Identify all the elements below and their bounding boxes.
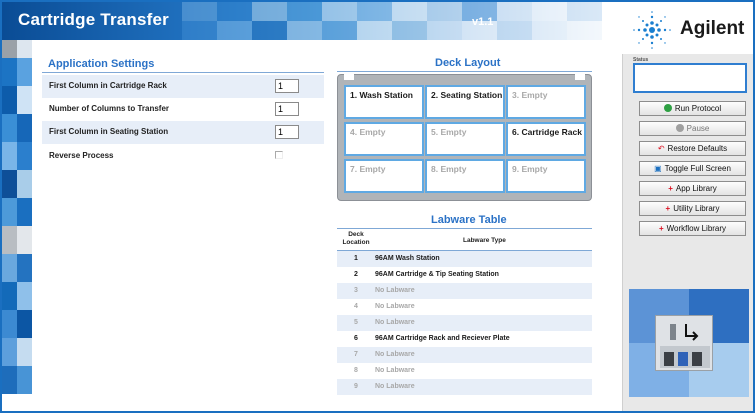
header-tile-decoration xyxy=(182,2,602,40)
setting-label: First Column in Seating Station xyxy=(49,127,169,136)
run-protocol-button[interactable] xyxy=(639,101,746,116)
utility-library-button[interactable] xyxy=(639,201,746,216)
row-labware-type: 96AM Cartridge & Tip Seating Station xyxy=(375,271,499,278)
row-labware-type: No Labware xyxy=(375,367,415,374)
app-title: Cartridge Transfer xyxy=(18,10,169,29)
version-label: v1.1 xyxy=(472,16,494,28)
deck-position-label: 6. Cartridge Rack xyxy=(512,127,582,137)
deck-notch xyxy=(344,74,354,80)
table-row[interactable] xyxy=(337,347,592,363)
setting-row-first-column-rack xyxy=(42,75,324,98)
row-labware-type: 96AM Wash Station xyxy=(375,255,440,262)
row-labware-type: No Labware xyxy=(375,383,415,390)
table-row[interactable] xyxy=(337,283,592,299)
deck-position-label: 7. Empty xyxy=(350,164,386,174)
row-labware-type: 96AM Cartridge Rack and Reciever Plate xyxy=(375,335,510,342)
row-location: 8 xyxy=(354,367,358,374)
row-labware-type: No Labware xyxy=(375,287,415,294)
reverse-process-checkbox[interactable] xyxy=(275,151,283,159)
row-labware-type: No Labware xyxy=(375,351,415,358)
workflow-library-button[interactable] xyxy=(639,221,746,236)
deck-position-label: 1. Wash Station xyxy=(350,90,413,100)
deck-position-6[interactable] xyxy=(506,122,586,156)
row-location: 7 xyxy=(354,351,358,358)
button-label: Utility Library xyxy=(673,204,720,213)
row-location: 5 xyxy=(354,319,358,326)
deck-position-8[interactable] xyxy=(425,159,505,193)
button-label: Toggle Full Screen xyxy=(664,164,731,173)
deck-position-label: 9. Empty xyxy=(512,164,548,174)
row-labware-type: No Labware xyxy=(375,303,415,310)
table-row[interactable] xyxy=(337,267,592,283)
row-labware-type: No Labware xyxy=(375,319,415,326)
table-row[interactable] xyxy=(337,251,592,267)
toggle-full-screen-button[interactable] xyxy=(639,161,746,176)
setting-label: Reverse Process xyxy=(49,151,114,160)
button-label: Run Protocol xyxy=(674,104,722,113)
column-header-type: Labware Type xyxy=(463,237,506,244)
brand-name: Agilent xyxy=(680,18,745,39)
plus-icon: + xyxy=(665,204,671,213)
first-column-rack-input[interactable] xyxy=(275,79,299,93)
status-display xyxy=(633,63,747,93)
deck-position-label: 8. Empty xyxy=(431,164,467,174)
table-row[interactable] xyxy=(337,315,592,331)
deck-position-label: 3. Empty xyxy=(512,90,548,100)
deck-position-2[interactable] xyxy=(425,85,505,119)
settings-title: Application Settings xyxy=(48,58,155,70)
deck-position-label: 2. Seating Station xyxy=(431,90,503,100)
table-row[interactable] xyxy=(337,331,592,347)
labware-table-header xyxy=(337,231,592,251)
deck-layout xyxy=(337,74,592,201)
side-mosaic-decoration xyxy=(2,2,32,413)
setting-label: First Column in Cartridge Rack xyxy=(49,81,167,90)
button-label: Restore Defaults xyxy=(667,144,728,153)
table-row[interactable] xyxy=(337,379,592,395)
play-icon xyxy=(664,104,672,112)
deck-position-label: 5. Empty xyxy=(431,127,467,137)
columns-to-transfer-input[interactable] xyxy=(275,102,299,116)
deck-position-1[interactable] xyxy=(344,85,424,119)
plus-icon: + xyxy=(668,184,673,193)
row-location: 2 xyxy=(354,271,358,278)
settings-divider xyxy=(42,72,324,73)
restore-defaults-button[interactable] xyxy=(639,141,746,156)
first-column-seating-input[interactable] xyxy=(275,125,299,139)
button-label: App Library xyxy=(675,184,717,193)
spark-logo-icon xyxy=(630,10,674,50)
app-library-button[interactable] xyxy=(639,181,746,196)
deck-position-5[interactable] xyxy=(425,122,505,156)
row-location: 4 xyxy=(354,303,358,310)
deck-position-3[interactable] xyxy=(506,85,586,119)
button-label: Pause xyxy=(686,124,710,133)
deck-position-9[interactable] xyxy=(506,159,586,193)
plus-icon: + xyxy=(658,224,664,233)
setting-row-reverse-process xyxy=(42,145,324,168)
pause-button[interactable] xyxy=(639,121,746,136)
table-row[interactable] xyxy=(337,363,592,379)
deck-position-4[interactable] xyxy=(344,122,424,156)
row-location: 6 xyxy=(354,335,358,342)
deck-layout-title: Deck Layout xyxy=(435,57,501,69)
labware-divider xyxy=(337,228,592,229)
column-header-location: Deck Location xyxy=(342,231,370,246)
cartridge-transfer-icon xyxy=(656,316,714,372)
row-location: 1 xyxy=(354,255,358,262)
pause-icon xyxy=(676,124,684,132)
instrument-illustration xyxy=(655,315,713,371)
row-location: 9 xyxy=(354,383,358,390)
deck-position-label: 4. Empty xyxy=(350,127,386,137)
setting-row-first-column-seating xyxy=(42,121,324,144)
deck-divider xyxy=(337,71,592,72)
setting-label: Number of Columns to Transfer xyxy=(49,104,170,113)
screen-icon: ▣ xyxy=(654,164,662,173)
labware-table-title: Labware Table xyxy=(431,214,507,226)
deck-notch xyxy=(575,74,585,80)
deck-position-7[interactable] xyxy=(344,159,424,193)
setting-row-columns-to-transfer xyxy=(42,98,324,121)
title-bar xyxy=(2,2,602,40)
undo-icon: ↶ xyxy=(657,144,665,153)
table-row[interactable] xyxy=(337,299,592,315)
agilent-logo xyxy=(628,8,753,52)
status-label: Status xyxy=(633,57,649,63)
button-label: Workflow Library xyxy=(666,224,727,233)
row-location: 3 xyxy=(354,287,358,294)
